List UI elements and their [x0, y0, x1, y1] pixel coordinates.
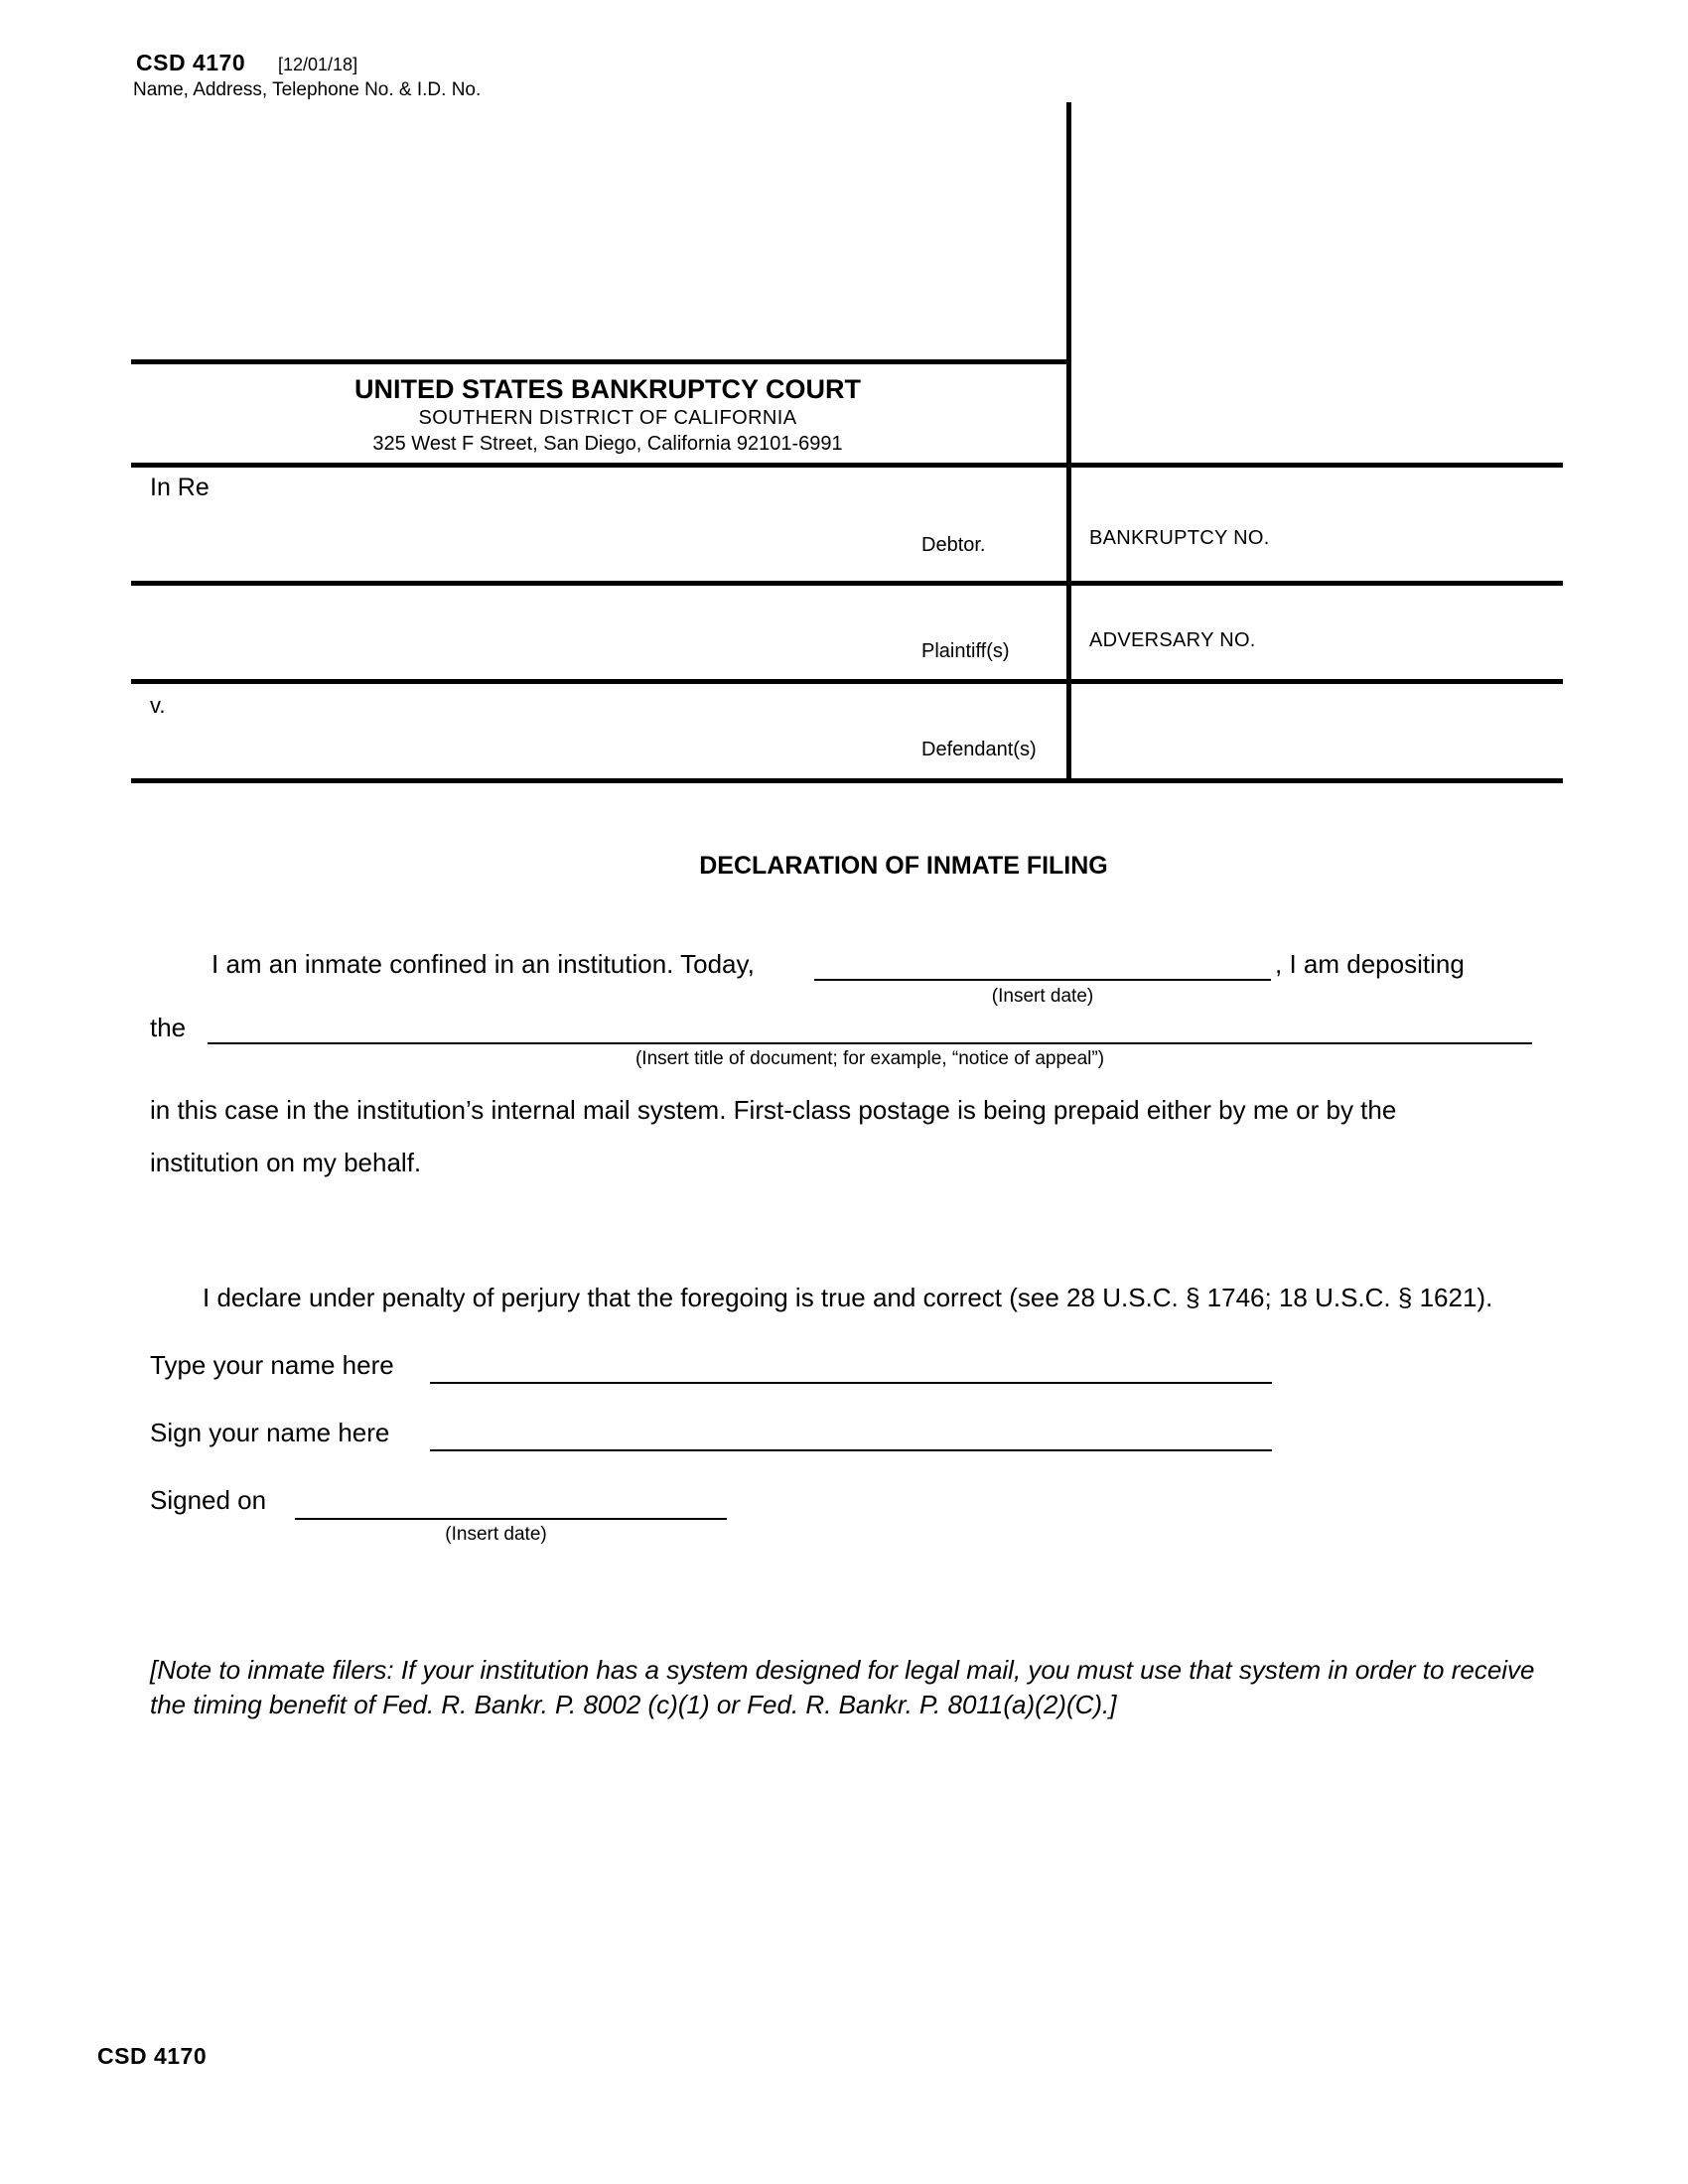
- debtor-name-field[interactable]: [150, 506, 905, 566]
- form-id: CSD 4170: [136, 50, 246, 75]
- defendants-label: Defendant(s): [921, 739, 1037, 760]
- footer-form-id: CSD 4170: [97, 2043, 208, 2069]
- caption-divider-plaintiff: [131, 679, 1563, 684]
- court-address: 325 West F Street, San Diego, California 92101-6991: [372, 433, 843, 455]
- declaration-line1-end: , I am depositing: [1275, 949, 1465, 979]
- typed-name-field[interactable]: [430, 1382, 1272, 1384]
- right-column-field[interactable]: [1074, 107, 1561, 459]
- adversary-no-label: ADVERSARY NO.: [1089, 629, 1256, 651]
- name-address-field[interactable]: [133, 107, 1056, 355]
- signature-field[interactable]: [430, 1449, 1272, 1451]
- type-name-label: Type your name here: [150, 1350, 394, 1380]
- the-label: the: [150, 1013, 187, 1042]
- caption-divider-court: [131, 359, 1068, 364]
- inmate-filer-note: [Note to inmate filers: If your institution has a system designed for legal mail, you must use that system in order to receive the timing benefit of Fed. R. Bankr. P. 8002 (c)(1) or Fed. R. Bankr. P. 8011(a)(2)(C).]: [150, 1655, 1535, 1719]
- deposit-date-field[interactable]: [814, 979, 1271, 981]
- declaration-title: DECLARATION OF INMATE FILING: [699, 852, 1108, 880]
- plaintiffs-label: Plaintiff(s): [921, 640, 1010, 662]
- declaration-line1-start: I am an inmate confined in an institution. Today,: [211, 949, 755, 979]
- document-title-hint: (Insert title of document; for example, “notice of appeal”): [634, 1048, 1105, 1069]
- signed-on-date-field[interactable]: [295, 1518, 727, 1520]
- court-title: UNITED STATES BANKRUPTCY COURT: [353, 374, 861, 404]
- deposit-date-hint: (Insert date): [991, 986, 1094, 1007]
- versus-label: v.: [150, 693, 166, 718]
- bankruptcy-no-label: BANKRUPTCY NO.: [1089, 527, 1270, 549]
- signed-on-label: Signed on: [150, 1485, 267, 1515]
- in-re-label: In Re: [150, 474, 210, 501]
- defendant-name-field[interactable]: [150, 720, 905, 769]
- bankruptcy-no-field[interactable]: [1291, 516, 1549, 556]
- sign-name-label: Sign your name here: [150, 1418, 390, 1447]
- form-revision-date: [12/01/18]: [278, 55, 358, 74]
- name-address-label: Name, Address, Telephone No. & I.D. No.: [133, 79, 482, 100]
- adversary-no-field[interactable]: [1281, 617, 1549, 657]
- signed-on-date-hint: (Insert date): [445, 1524, 547, 1545]
- plaintiff-name-field[interactable]: [150, 596, 905, 665]
- declaration-line4: institution on my behalf.: [150, 1148, 422, 1177]
- document-title-field[interactable]: [208, 1042, 1532, 1044]
- caption-divider-in-re: [131, 463, 1563, 468]
- debtor-label: Debtor.: [921, 534, 986, 556]
- penalty-statement: I declare under penalty of perjury that the foregoing is true and correct (see 28 U.S.C. § 1746; 18 U.S.C. § 1621).: [203, 1283, 1493, 1312]
- caption-divider-debtor: [131, 581, 1563, 586]
- court-district: SOUTHERN DISTRICT OF CALIFORNIA: [418, 407, 797, 429]
- declaration-line3: in this case in the institution’s internal mail system. First-class postage is being prepaid either by me or by the: [150, 1095, 1397, 1125]
- caption-divider-defendant: [131, 778, 1563, 783]
